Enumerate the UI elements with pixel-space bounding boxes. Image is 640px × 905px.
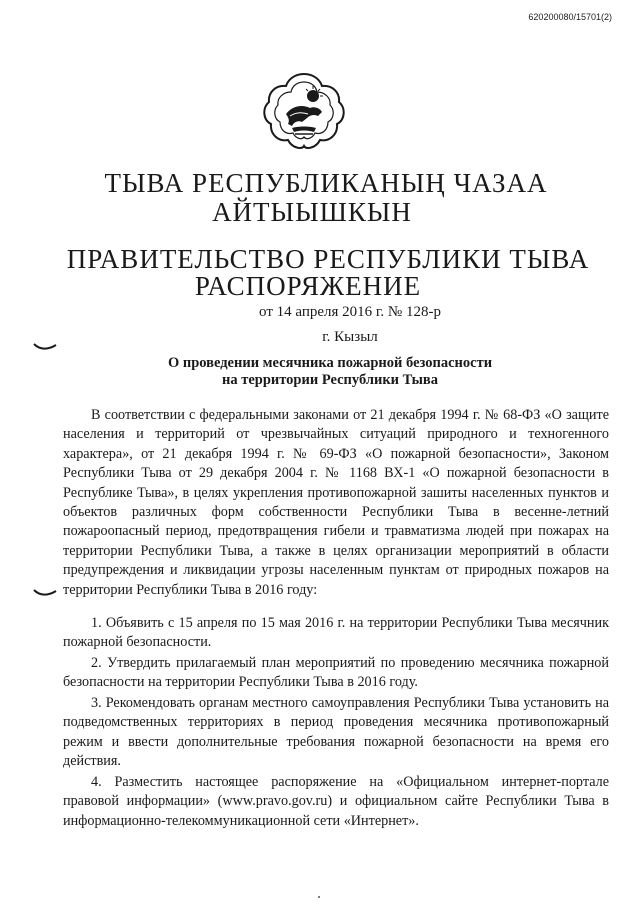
clause-text: 4. Разместить настоящее распоряжение на «Официальном интернет-портале правовой информации» (www.pravo.gov.ru) и официальном сайте Республики Тыва в информационно-телекоммуникационной сети «Интернет». [63, 774, 609, 829]
clause-text: 2. Утвердить прилагаемый план мероприятий по проведению месячника пожарной безопасности на территории Республики Тыва в 2016 году. [63, 655, 609, 691]
header-russian-line-1: ПРАВИТЕЛЬСТВО РЕСПУБЛИКИ ТЫВА [66, 244, 590, 274]
clause-text: 3. Рекомендовать органам местного самоуправления Республики Тыва установить на подведомственных территориях в период проведения месячника противопожарный режим и ввести дополнительные требования пожарной безопасности на время его действия. [63, 695, 609, 770]
page-mark-dot [318, 896, 320, 898]
header-russian-line-2: РАСПОРЯЖЕНИЕ [194, 271, 422, 301]
preamble-text: В соответствии с федеральными законами от 21 декабря 1994 г. № 68-ФЗ «О защите населения и территорий от чрезвычайных ситуаций природного и техногенного характера», от 21 декабря 1994 г. № 69-ФЗ «О пожарной безопасности», Законом Республики Тыва от 29 декабря 2004 г. № 1168 ВХ-1 «О пожарной безопасности в Республике Тыва», в целях укрепления противопожарной зашиты населенных пунктов и объектов различных форм собственности Республики Тыва в весенне-летний пожароопасный период, предотвращения гибели и травматизма людей при пожарах на территории Республики Тыва, а также в целях организации мероприятий в области предупреждения и ликвидации угрозы населенным пунктам от природных пожаров на территории Республики Тыва в 2016 году: [63, 407, 609, 598]
clause-3 [63, 694, 609, 772]
header-tyva-line-1: ТЫВА РЕСПУБЛИКАНЫҢ ЧАЗАА [104, 168, 548, 198]
document-number: 620200080/15701(2) [528, 12, 612, 22]
document-date-line: от 14 апреля 2016 г. № 128-р [259, 304, 441, 320]
clause-1 [63, 614, 609, 653]
margin-tick-mark [32, 586, 58, 598]
clause-text: 1. Объявить с 15 апреля по 15 мая 2016 г. на территории Республики Тыва месячник пожарной безопасности. [63, 615, 609, 651]
document-city: г. Кызыл [322, 329, 378, 345]
preamble-paragraph [63, 406, 609, 600]
document-title [120, 355, 540, 389]
clause-2 [63, 654, 609, 693]
margin-tick-mark [32, 340, 58, 352]
document-title-line-1: О проведении месячника пожарной безопасности [167, 355, 493, 371]
document-title-line-2: на территории Республики Тыва [221, 372, 439, 388]
tyva-coat-of-arms-emblem [262, 70, 346, 150]
header-tyva-line-2: АЙТЫЫШКЫН [212, 197, 412, 227]
clause-4 [63, 773, 609, 831]
